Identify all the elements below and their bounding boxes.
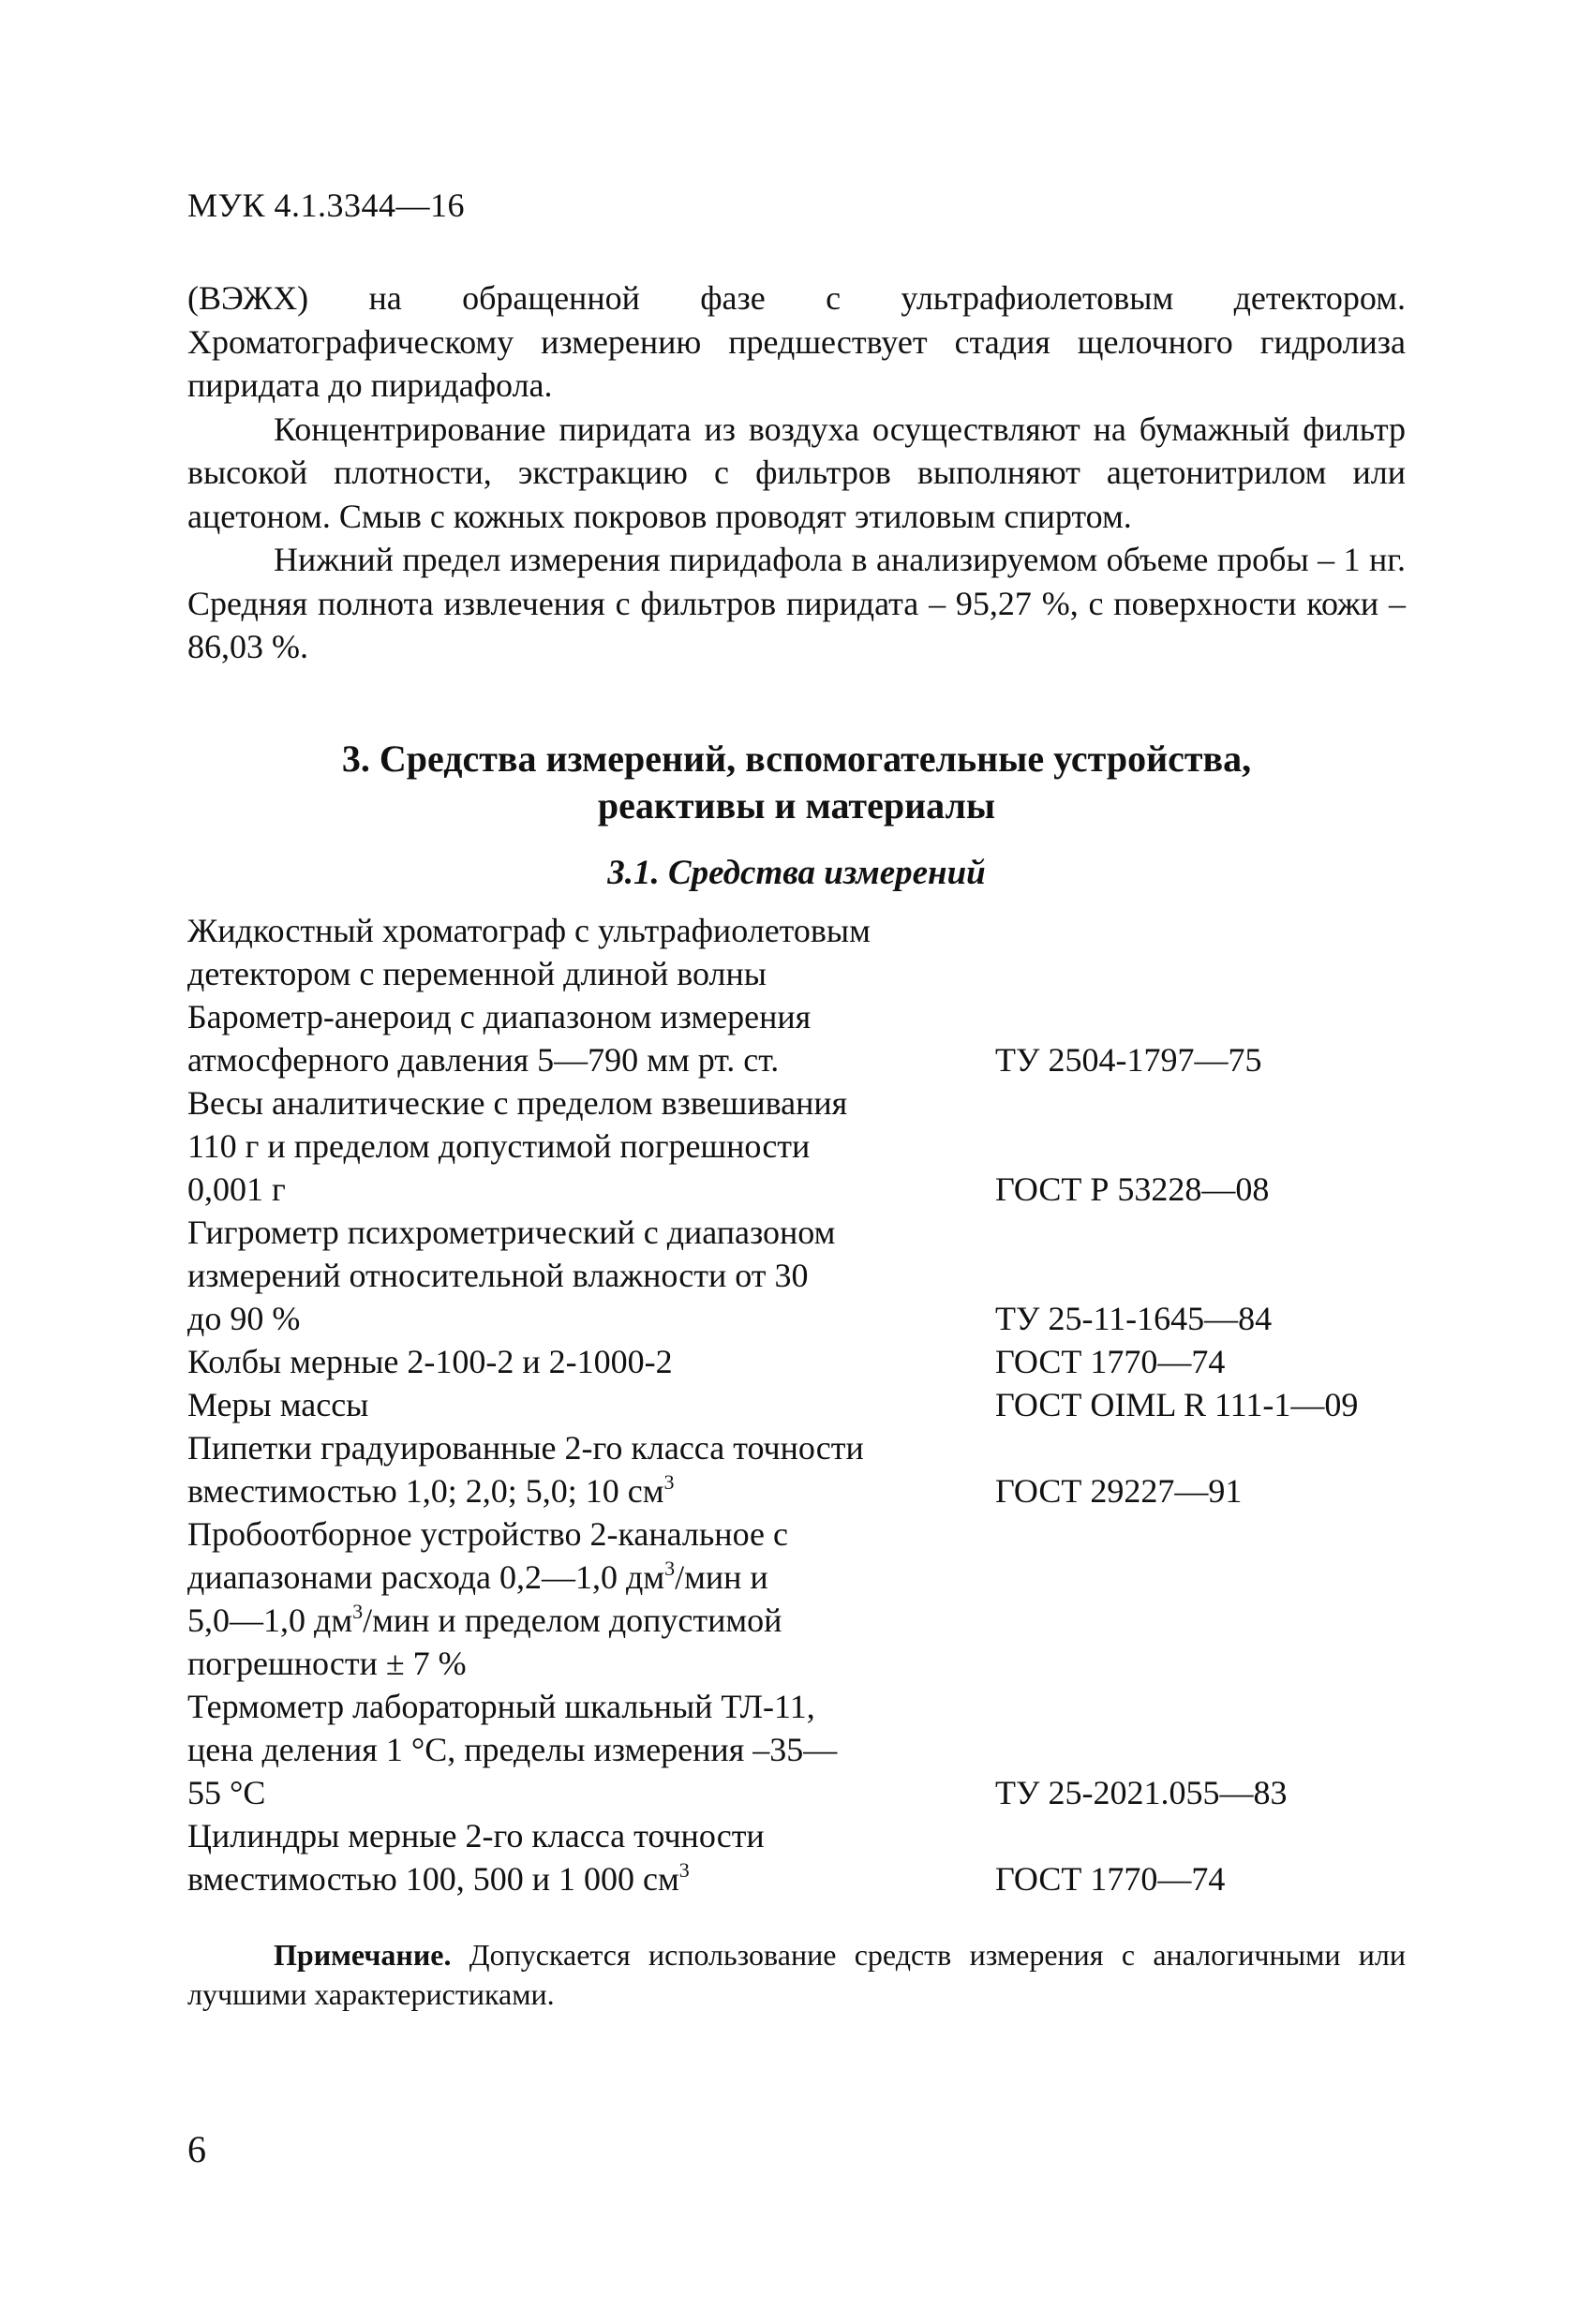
superscript: 3 [678, 1858, 690, 1882]
equipment-line-text: диапазонами расхода 0,2—1,0 дм [187, 1558, 665, 1596]
equipment-line: 110 г и пределом допустимой погрешности [187, 1127, 811, 1165]
document-id-header: МУК 4.1.3344—16 [187, 186, 466, 224]
equipment-line: Пипетки градуированные 2-го класса точности [187, 1429, 864, 1467]
section-title-line-2: реактивы и материалы [597, 784, 996, 827]
equipment-line: Барометр-анероид с диапазоном измерения [187, 998, 812, 1035]
superscript: 3 [352, 1600, 364, 1623]
section-title-line-1: 3. Средства измерений, вспомогательные устройства, [341, 737, 1252, 780]
equipment-line [187, 1556, 984, 1599]
equipment-line: Весы аналитические с пределом взвешивания [187, 1084, 848, 1122]
note [187, 1935, 1406, 2014]
equipment-line: Меры массы [187, 1386, 369, 1423]
equipment-line: цена деления 1 °С, пределы измерения –35— [187, 1731, 838, 1768]
equipment-standard: ГОСТ OIML R 111-1—09 [995, 1386, 1359, 1423]
equipment-line: Колбы мерные 2-100-2 и 2-1000-2 [187, 1343, 673, 1380]
page-number: 6 [187, 2128, 206, 2170]
equipment-standard: ГОСТ 1770—74 [995, 1343, 1226, 1380]
equipment-line: Термометр лабораторный шкальный ТЛ-11, [187, 1688, 815, 1725]
equipment-line-text: 5,0—1,0 дм [187, 1601, 353, 1639]
equipment-line [187, 1857, 984, 1900]
superscript: 3 [664, 1557, 676, 1580]
equipment-line: Пробоотборное устройство 2-канальное с [187, 1515, 788, 1553]
superscript: 3 [663, 1470, 675, 1494]
equipment-line: атмосферного давления 5—790 мм рт. ст. [187, 1041, 780, 1079]
equipment-standard: ТУ 25-2021.055—83 [995, 1774, 1288, 1811]
equipment-line [187, 1469, 984, 1512]
intro-paragraph-3: Нижний предел измерения пиридафола в анализируемом объеме пробы – 1 нг. Средняя полнота извлечения с фильтров пиридата – 95,27 %, с поверхности кожи – 86,03 %. [187, 541, 1406, 665]
equipment-line-text: /мин и [675, 1558, 768, 1596]
equipment-standard: ГОСТ Р 53228—08 [995, 1170, 1270, 1208]
equipment-line: Гигрометр психрометрический с диапазоном [187, 1214, 836, 1251]
equipment-line: до 90 % [187, 1300, 301, 1337]
equipment-line: Цилиндры мерные 2-го класса точности [187, 1817, 765, 1855]
equipment-line: 0,001 г [187, 1170, 286, 1208]
equipment-line-text: вместимостью 1,0; 2,0; 5,0; 10 см [187, 1472, 664, 1510]
equipment-standard: ГОСТ 29227—91 [995, 1472, 1243, 1510]
equipment-standard: ГОСТ 1770—74 [995, 1860, 1226, 1898]
note-text: Допускается использование средств измерения с аналогичными или лучшими характеристиками. [187, 1938, 1406, 2011]
equipment-standard: ТУ 25-11-1645—84 [995, 1300, 1273, 1337]
note-label: Примечание. [274, 1938, 452, 1972]
equipment-line: Жидкостный хроматограф с ультрафиолетовым [187, 912, 871, 949]
equipment-line [187, 1599, 984, 1642]
equipment-line: 55 °С [187, 1774, 266, 1811]
equipment-line: детектором с переменной длиной волны [187, 955, 767, 992]
equipment-line: измерений относительной влажности от 30 [187, 1257, 809, 1294]
section-title [187, 736, 1406, 829]
equipment-line: погрешности ± 7 % [187, 1645, 467, 1682]
intro-paragraph-2: Концентрирование пиридата из воздуха осуществляют на бумажный фильтр высокой плотности, экстракцию с фильтров выполняют ацетонитрилом или ацетоном. Смыв с кожных покровов проводят этиловым спиртом. [187, 410, 1406, 535]
equipment-line-text: вместимостью 100, 500 и 1 000 см [187, 1860, 679, 1898]
intro-text [187, 276, 1406, 669]
intro-paragraph-1: (ВЭЖХ) на обращенной фазе с ультрафиолетовым детектором. Хроматографическому измерению предшествует стадия щелочного гидролиза пиридата до пиридафола. [187, 279, 1406, 404]
subsection-title: 3.1. Средства измерений [607, 854, 986, 892]
equipment-line-text: /мин и пределом допустимой [363, 1601, 782, 1639]
equipment-standard: ТУ 2504-1797—75 [995, 1041, 1262, 1079]
